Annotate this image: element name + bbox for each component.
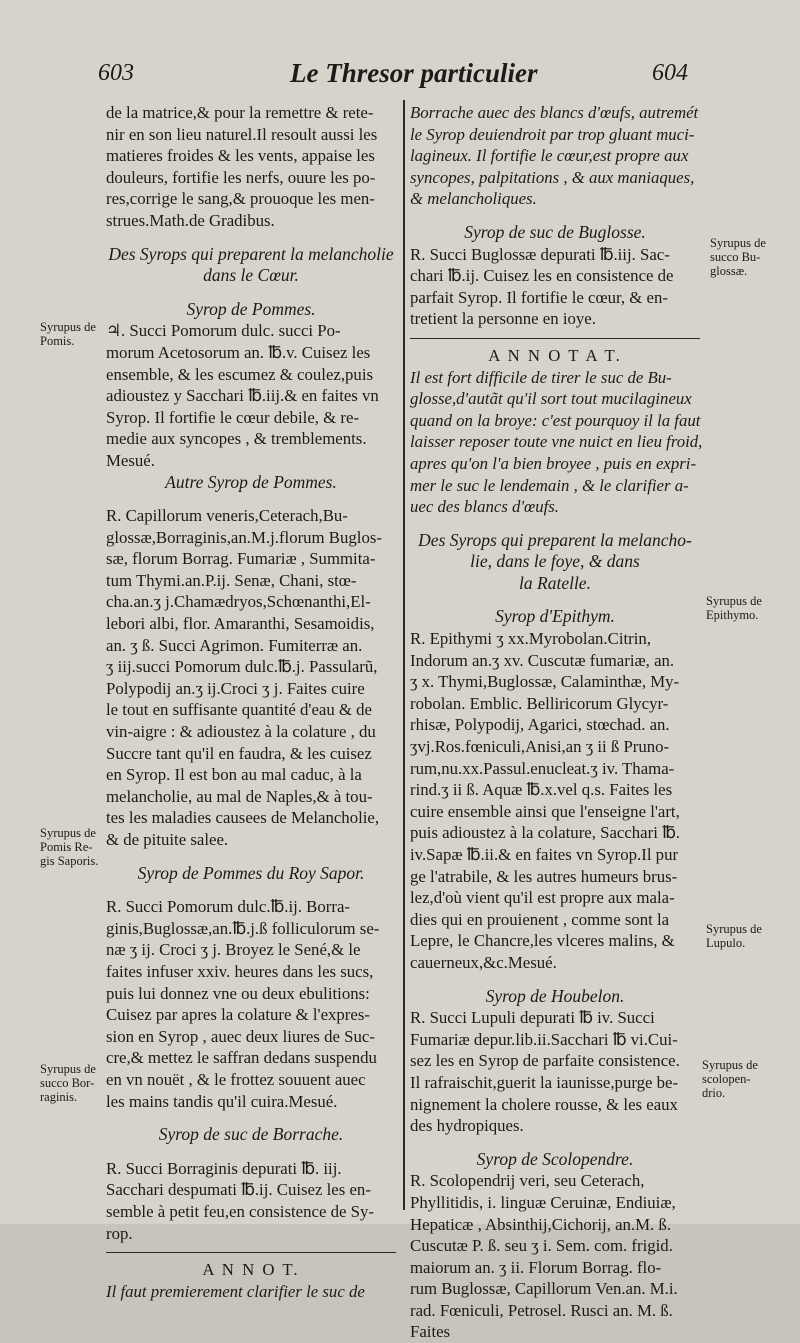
right-column-text-line: Cuscutæ P. ß. seu ʒ i. Sem. com. frigid.: [410, 1236, 673, 1256]
right-column-heading: Syrop de suc de Buglosse.: [464, 221, 646, 242]
left-column-heading: dans le Cœur.: [203, 265, 299, 286]
right-column-text-line: Il rafraischit,guerit la iaunisse,purge be-: [410, 1072, 679, 1092]
left-column-text-line: A N N O T.: [202, 1260, 300, 1280]
left-column-text-line: puis lui donnez vne ou deux ebulitions:: [106, 983, 370, 1003]
left-column-heading: Autre Syrop de Pommes.: [165, 471, 337, 492]
margin-note-pomis: Syrupus de Pomis.: [40, 320, 96, 348]
left-column: [106, 102, 396, 1302]
left-column-text-line: Il faut premierement clarifier le suc de: [106, 1281, 365, 1301]
page-number-left: 603: [98, 60, 134, 86]
right-column-text-line: Faites: [410, 1322, 451, 1342]
left-column-text-line: douleurs, fortifie les nerfs, ouure les po-: [106, 167, 376, 187]
right-column-text-line: ʒvj.Ros.fœniculi,Anisi,an ʒ ii ß Pruno-: [410, 737, 670, 757]
spacer: [106, 232, 396, 244]
left-column-text-line: glossæ,Borraginis,an.M.j.florum Buglos-: [106, 527, 382, 547]
left-column-text-line: Polypodij an.ʒ ij.Croci ʒ j. Faites cuire: [106, 678, 365, 698]
left-column-text-line: semble à petit feu,en consistence de Sy-: [106, 1201, 374, 1221]
left-column-text-line: R. Succi Borraginis depurati ℔. iij.: [106, 1158, 342, 1178]
margin-note-scolopendrio: Syrupus de scolopen- drio.: [702, 1058, 758, 1100]
right-column-text-line: Fumariæ depur.lib.ii.Sacchari ℔ vi.Cui-: [410, 1029, 678, 1049]
left-column-text-line: ginis,Buglossæ,an.℔.j.ß folliculorum se-: [106, 918, 380, 938]
right-column-text-line: mer le suc le lendemain , & le clarifier a-: [410, 475, 689, 495]
margin-note-epithymo: Syrupus de Epithymo.: [706, 594, 762, 622]
left-column-text-line: ♃. Succi Pomorum dulc. succi Po-: [106, 321, 341, 341]
margin-note-borraginis: Syrupus de succo Bor- raginis.: [40, 1062, 96, 1104]
left-column-text-line: Sacchari despumati ℔.ij. Cuisez les en-: [106, 1180, 371, 1200]
right-column-text-line: R. Succi Buglossæ depurati ℔.iij. Sac-: [410, 244, 670, 264]
left-column-heading: Syrop de suc de Borrache.: [158, 1124, 344, 1145]
left-column-text-line: cha.an.ʒ j.Chamædryos,Schœnanthi,El-: [106, 592, 371, 612]
spacer: [106, 884, 396, 896]
right-column-text-line: apres qu'on l'a bien broyee , puis en expri-: [410, 453, 697, 473]
section-rule: [106, 1252, 396, 1253]
left-column-text-line: næ ʒ ij. Croci ʒ j. Broyez le Sené,& le: [106, 940, 361, 960]
right-column-text-line: lez,d'où vient qu'il est propre aux mala-: [410, 888, 675, 908]
spacer: [410, 210, 700, 222]
right-column-text-line: cauerneux,&c.Mesué.: [410, 952, 557, 972]
right-column-heading: Syrop d'Epithym.: [495, 606, 615, 627]
left-column-text-line: cre,& mettez le saffran dedans suspendu: [106, 1048, 377, 1068]
right-column-heading: Des Syrops qui preparent la melancho-: [418, 529, 692, 550]
left-column-text-line: strues.Math.de Gradibus.: [106, 210, 275, 230]
spacer: [106, 287, 396, 299]
left-column-text-line: Succre tant qu'il en faudra, & les cuisez: [106, 743, 372, 763]
right-column-text-line: uec des blancs d'œufs.: [410, 497, 560, 517]
left-column-text-line: tum Thymi.an.P.ij. Senæ, Chani, stœ-: [106, 570, 357, 590]
right-column-text-line: syncopes, palpitations , & aux maniaques,: [410, 167, 695, 187]
left-column-text-line: Mesué.: [106, 450, 155, 470]
running-header: [0, 58, 800, 98]
right-column-text-line: le Syrop deuiendroit par trop gluant muci-: [410, 124, 695, 144]
spacer: [410, 518, 700, 530]
left-column-text-line: Cuisez par apres la colature & l'expres-: [106, 1005, 370, 1025]
section-rule: [410, 338, 700, 339]
right-column-text-line: ʒ x. Thymi,Buglossæ, Calaminthæ, My-: [410, 672, 680, 692]
left-column-text-line: tes les maladies causees de Melancholie,: [106, 808, 380, 828]
right-column-text-line: rhisæ, Polypodij, Agarici, stœchad. an.: [410, 715, 670, 735]
right-column-text-line: rind.ʒ ii ß. Aquæ ℔.x.vel q.s. Faites les: [410, 780, 673, 800]
column-divider: [403, 100, 405, 1210]
right-column-text-line: Borrache auec des blancs d'œufs, autremét: [410, 103, 699, 122]
running-title: Le Thresor particulier: [290, 58, 538, 88]
right-column-heading: la Ratelle.: [519, 572, 591, 593]
spacer: [106, 1112, 396, 1124]
right-column-text-line: chari ℔.ij. Cuisez les en consistence de: [410, 266, 674, 286]
right-column-text-line: Il est fort difficile de tirer le suc de Bu-: [410, 367, 672, 387]
left-column-text-line: faites infuser xxiv. heures dans les sucs,: [106, 961, 374, 981]
left-column-text-line: le tout en suffisante quantité d'eau & de: [106, 700, 373, 720]
left-column-text-line: ʒ iij.succi Pomorum dulc.℔.j. Passularũ,: [106, 657, 378, 677]
right-column-text-line: ge l'atrabile, & les autres humeurs brus-: [410, 866, 678, 886]
spacer: [106, 1146, 396, 1158]
right-column-text-line: Hepaticæ , Absinthij,Cichorij, an.M. ß.: [410, 1214, 672, 1234]
left-column-text-line: sæ, florum Borrag. Fumariæ , Summita-: [106, 549, 376, 569]
right-column-text-line: tretient la personne en ioye.: [410, 309, 596, 329]
left-column-heading: Syrop de Pommes du Roy Sapor.: [137, 862, 365, 883]
right-column-text-line: robolan. Emblic. Belliricorum Glycyr-: [410, 693, 669, 713]
left-column-text-line: vin-aigre : & adioustez à la colature , du: [106, 722, 376, 742]
right-column-text-line: des hydropiques.: [410, 1116, 524, 1136]
right-column-text-line: R. Scolopendrij veri, seu Ceterach,: [410, 1171, 645, 1191]
right-column-text-line: maiorum an. ʒ ii. Florum Borrag. flo-: [410, 1257, 662, 1277]
left-column-text-line: morum Acetosorum an. ℔.v. Cuisez les: [106, 342, 371, 362]
right-column-text-line: puis adioustez à la colature, Sacchari ℔.: [410, 823, 680, 843]
left-column-text-line: en vn nouët , & le frottez souuent auec: [106, 1069, 366, 1089]
spacer: [410, 974, 700, 986]
right-column-heading: Syrop de Scolopendre.: [476, 1148, 634, 1169]
left-column-text-line: ensemble, & les escumez & coulez,puis: [106, 364, 374, 384]
right-column-text-line: sez les en Syrop de parfaite consistence.: [410, 1051, 680, 1071]
left-column-text-line: en Syrop. Il est bon au mal caduc, à la: [106, 765, 362, 785]
spacer: [106, 851, 396, 863]
left-column-text-line: adioustez y Sacchari ℔.iij.& en faites vn: [106, 386, 379, 406]
right-column-text-line: nignement la cholere rousse, & les eaux: [410, 1094, 678, 1114]
spacer: [410, 594, 700, 606]
left-column-text-line: de la matrice,& pour la remettre & rete-: [106, 103, 374, 122]
left-column-heading: Syrop de Pommes.: [186, 298, 316, 319]
left-column-text-line: nir en son lieu naturel.Il resoult aussi les: [106, 124, 378, 144]
left-column-text-line: R. Capillorum veneris,Ceterach,Bu-: [106, 506, 348, 526]
left-column-text-line: Syrop. Il fortifie le cœur debile, & re-: [106, 407, 360, 427]
right-column-text-line: Indorum an.ʒ xv. Cuscutæ fumariæ, an.: [410, 650, 675, 670]
left-column-text-line: les mains tandis qu'il cuira.Mesué.: [106, 1091, 338, 1111]
spacer: [106, 493, 396, 505]
left-column-text-line: melancholie, au mal de Naples,& à tou-: [106, 786, 373, 806]
right-column-text-line: Phyllitidis, i. linguæ Ceruinæ, Endiuiæ,: [410, 1192, 676, 1212]
right-column-text-line: R. Epithymi ʒ xx.Myrobolan.Citrin,: [410, 629, 651, 649]
left-column-heading: Des Syrops qui preparent la melancholie: [108, 243, 394, 264]
right-column-text-line: rum Buglossæ, Capillorum Ven.an. M.i.: [410, 1279, 678, 1299]
margin-note-lupulo: Syrupus de Lupulo.: [706, 922, 762, 950]
right-column-text-line: iv.Sapæ ℔.ii.& en faites vn Syrop.Il pur: [410, 845, 679, 864]
right-column-text-line: parfait Syrop. Il fortifie le cœur, & en-: [410, 287, 668, 307]
margin-note-buglossae: Syrupus de succo Bu- glossæ.: [710, 236, 766, 278]
right-column-text-line: rad. Fœniculi, Petrosel. Rusci an. M. ß.: [410, 1300, 673, 1320]
right-column-heading: lie, dans le foye, & dans: [470, 551, 640, 572]
right-column-text-line: & melancholiques.: [410, 189, 537, 209]
right-column: [410, 102, 703, 1343]
left-column-text-line: & de pituite salee.: [106, 830, 229, 849]
spacer: [410, 1137, 700, 1149]
margin-note-regis-saporis: Syrupus de Pomis Re- gis Saporis.: [40, 826, 99, 868]
page-number-right: 604: [652, 60, 688, 86]
right-column-text-line: dies qui en prouienent , comme sont la: [410, 909, 670, 929]
right-column-text-line: A N N O T A T.: [488, 345, 622, 365]
right-column-text-line: cuire ensemble ainsi que l'enseigne l'art,: [410, 801, 680, 821]
right-column-text-line: quand on la broye: c'est pourquoy il la faut: [410, 410, 701, 430]
left-column-text-line: rop.: [106, 1223, 133, 1243]
right-column-text-line: lagineux. Il fortifie le cœur,est propre aux: [410, 146, 689, 166]
right-column-heading: Syrop de Houbelon.: [485, 985, 625, 1006]
left-column-text-line: medie aux syncopes , & tremblements.: [106, 429, 367, 449]
right-column-text-line: R. Succi Lupuli depurati ℔ iv. Succi: [410, 1008, 655, 1028]
left-column-text-line: sion en Syrop , auec deux liures de Suc-: [106, 1026, 375, 1046]
left-column-text-line: R. Succi Pomorum dulc.℔.ij. Borra-: [106, 897, 350, 917]
left-column-text-line: an. ʒ ß. Succi Agrimon. Fumiterræ an.: [106, 635, 363, 655]
right-column-text-line: rum,nu.xx.Passul.enucleat.ʒ iv. Thama-: [410, 758, 675, 778]
right-column-text-line: Lepre, le Chancre,les vlceres malins, &: [410, 931, 675, 951]
right-column-text-line: glosse,d'autãt qu'il sort tout mucilagineux: [410, 389, 692, 409]
left-column-text-line: res,corrige le sang,& prouoque les men-: [106, 189, 375, 209]
left-column-text-line: lebori albi, flor. Amaranthi, Sesamoidis,: [106, 614, 375, 634]
left-column-text-line: matieres froides & les vents, appaise les: [106, 146, 375, 166]
right-column-text-line: laisser reposer toute vne nuict en lieu froid,: [410, 432, 703, 452]
